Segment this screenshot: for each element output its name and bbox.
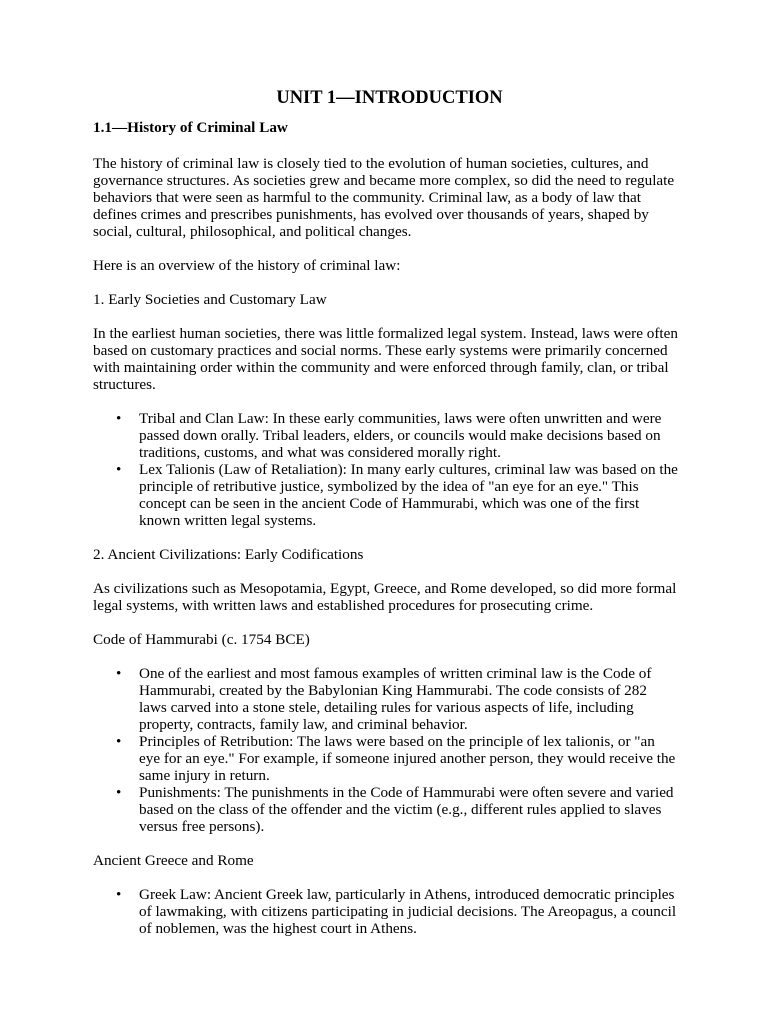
list-item: • Tribal and Clan Law: In these early communities, laws were often unwritten and were passed down orally. Tribal leaders, elders, or councils would make decisions based on traditions, customs, and what was considered morally right. (139, 410, 678, 461)
list-item: • Lex Talionis (Law of Retaliation): In many early cultures, criminal law was based on the principle of retributive justice, symbolized by the idea of "an eye for an eye." This concept can be seen in the ancient Code of Hammurabi, which was one of the first known written legal systems. (139, 461, 678, 529)
section-1-paragraph: In the earliest human societies, there was little formalized legal system. Instead, laws were often based on customary practices and social norms. These early systems were primarily concerned with maintaining order within the community and were enforced through family, clan, or tribal structures. (93, 325, 678, 393)
section-2-heading: 2. Ancient Civilizations: Early Codifications (93, 546, 364, 563)
page-title: UNIT 1—INTRODUCTION (276, 88, 503, 108)
list-item: • Greek Law: Ancient Greek law, particularly in Athens, introduced democratic principles of lawmaking, with citizens participating in judicial decisions. The Areopagus, a council of noblemen, was the highest court in Athens. (139, 886, 678, 937)
greece-rome-bullet-list (93, 886, 678, 937)
section-1-heading: 1. Early Societies and Customary Law (93, 291, 327, 308)
section-1-bullet-list (93, 410, 678, 529)
section-heading: 1.1—History of Criminal Law (93, 119, 288, 136)
section-2-paragraph: As civilizations such as Mesopotamia, Egypt, Greece, and Rome developed, so did more formal legal systems, with written laws and established procedures for prosecuting crime. (93, 580, 677, 614)
hammurabi-bullet-list (93, 665, 678, 835)
greece-rome-subheading: Ancient Greece and Rome (93, 852, 254, 869)
overview-line: Here is an overview of the history of criminal law: (93, 257, 401, 274)
hammurabi-subheading: Code of Hammurabi (c. 1754 BCE) (93, 631, 310, 648)
list-item: • Principles of Retribution: The laws were based on the principle of lex talionis, or "an eye for an eye." For example, if someone injured another person, they would receive the same injury in return. (139, 733, 678, 784)
list-item: • Punishments: The punishments in the Code of Hammurabi were often severe and varied based on the class of the offender and the victim (e.g., different rules applied to slaves versus free persons). (139, 784, 678, 835)
list-item: • One of the earliest and most famous examples of written criminal law is the Code of Hammurabi, created by the Babylonian King Hammurabi. The code consists of 282 laws carved into a stone stele, detailing rules for various aspects of life, including property, contracts, family law, and criminal behavior. (139, 665, 678, 733)
intro-paragraph: The history of criminal law is closely tied to the evolution of human societies, cultures, and governance structures. As societies grew and became more complex, so did the need to regulate behaviors that were seen as harmful to the community. Criminal law, as a body of law that defines crimes and prescribes punishments, has evolved over thousands of years, shaped by social, cultural, philosophical, and political changes. (93, 155, 675, 240)
